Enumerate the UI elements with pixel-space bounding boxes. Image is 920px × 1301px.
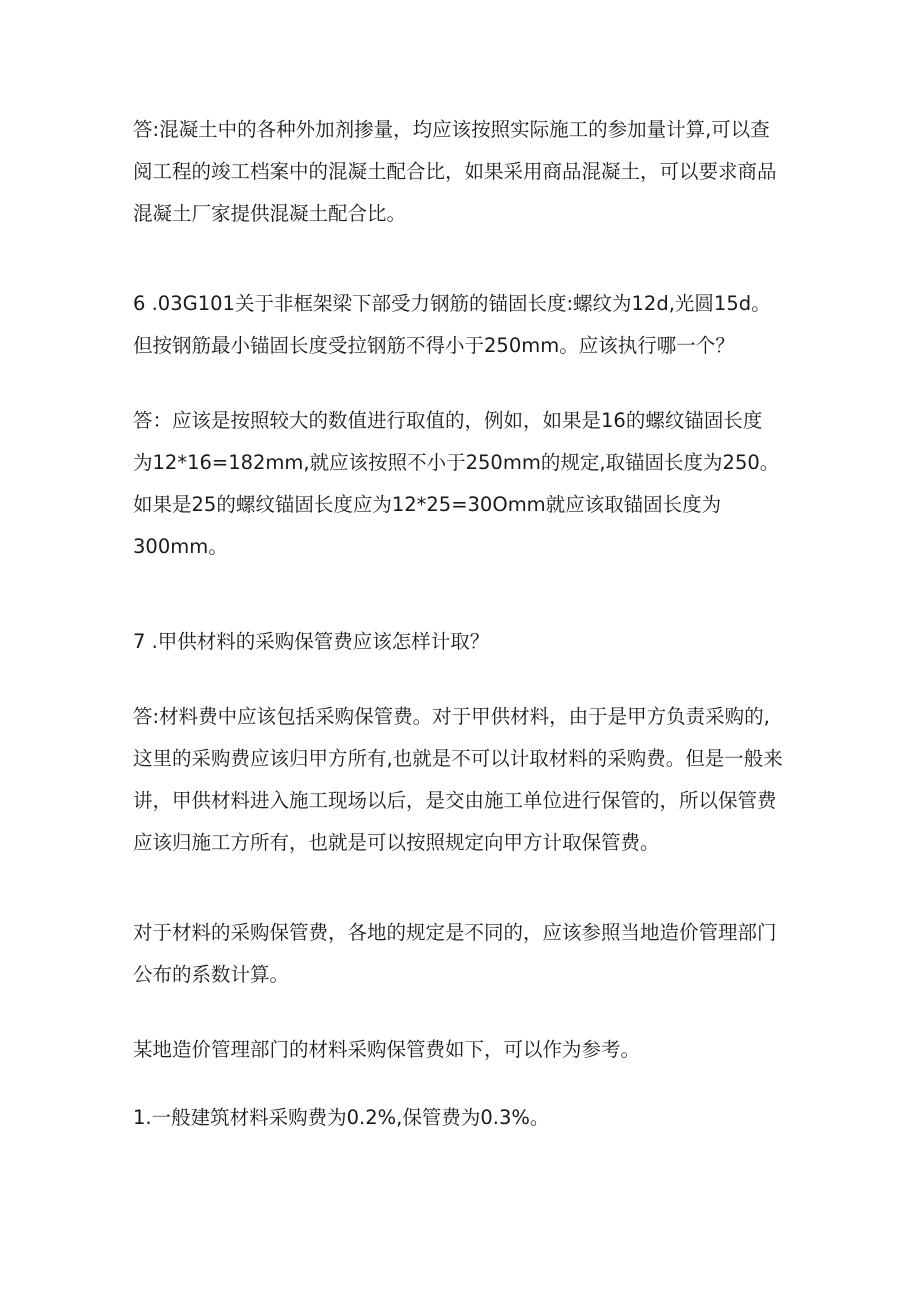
text-line: 300mm。: [133, 535, 228, 558]
text-line: 公布的系数计算。: [133, 963, 290, 986]
text-line: 但按钢筋最小锚固长度受拉钢筋不得小于250mm。应该执行哪一个？: [133, 334, 735, 357]
text-line: 答:混凝土中的各种外加剂掺量，均应该按照实际施工的参加量计算,可以查: [133, 118, 770, 141]
body-paragraph-regional-rules: [133, 912, 798, 996]
answer-paragraph-admixture: [133, 109, 798, 235]
answer-paragraph-7: [133, 696, 798, 864]
text-line: 为12*16=182mm,就应该按照不小于250mm的规定,取锚固长度为250。: [133, 451, 780, 474]
answer-paragraph-6: [133, 400, 798, 568]
question-paragraph-6: [133, 283, 798, 367]
text-line: 混凝土厂家提供混凝土配合比。: [133, 202, 407, 225]
text-line: 阅工程的竣工档案中的混凝土配合比，如果采用商品混凝土，可以要求商品: [133, 160, 777, 183]
list-item-1: [133, 1097, 798, 1139]
text-line: 某地造价管理部门的材料采购保管费如下，可以作为参考。: [133, 1038, 641, 1061]
text-line: 答：应该是按照较大的数值进行取值的，例如，如果是16的螺纹锚固长度: [133, 409, 763, 432]
text-line: 对于材料的采购保管费，各地的规定是不同的，应该参照当地造价管理部门: [133, 921, 777, 944]
text-line: 6 .03G101关于非框架梁下部受力钢筋的锚固长度:螺纹为12d,光圆15d。: [133, 292, 771, 315]
question-paragraph-7: [133, 621, 798, 663]
text-line: 应该归施工方所有，也就是可以按照规定向甲方计取保管费。: [133, 831, 660, 854]
text-line: 答:材料费中应该包括采购保管费。对于甲供材料，由于是甲方负责采购的,: [133, 705, 770, 728]
text-line: 1.一般建筑材料采购费为0.2%,保管费为0.3%。: [133, 1106, 550, 1129]
text-line: 如果是25的螺纹锚固长度应为12*25=30Omm就应该取锚固长度为: [133, 493, 722, 516]
body-paragraph-reference-intro: [133, 1029, 798, 1071]
text-line: 这里的采购费应该归甲方所有,也就是不可以计取材料的采购费。但是一般来: [133, 747, 783, 770]
text-line: 讲，甲供材料进入施工现场以后，是交由施工单位进行保管的，所以保管费: [133, 789, 777, 812]
text-line: 7 .甲供材料的采购保管费应该怎样计取？: [133, 630, 490, 653]
